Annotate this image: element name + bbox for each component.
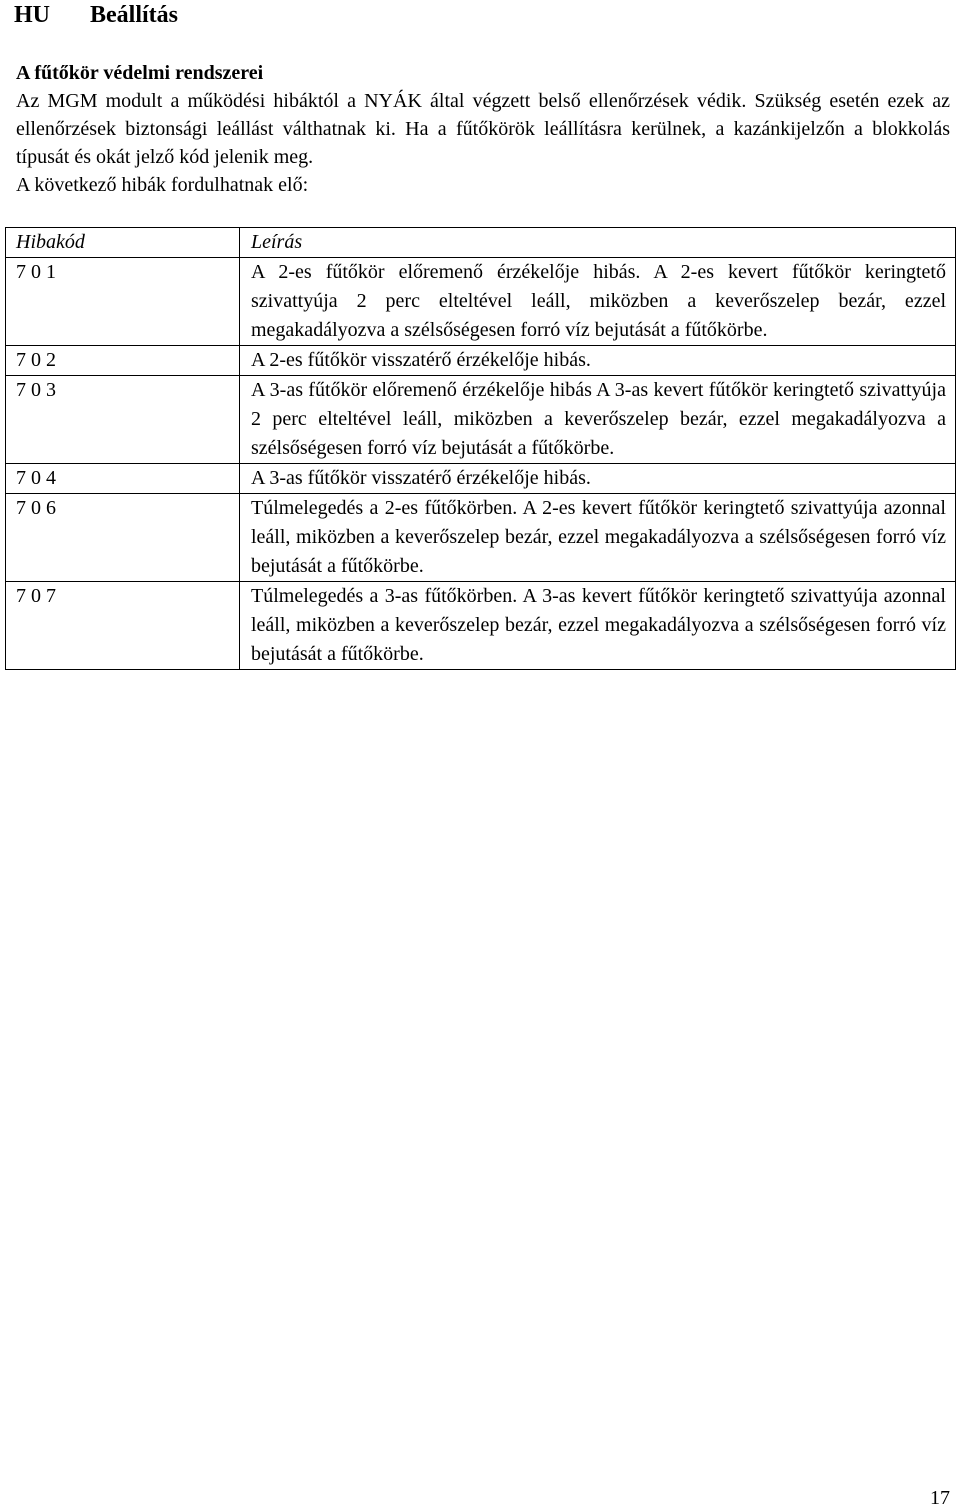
fault-code: 7 0 3 [6,376,240,464]
fault-description: Túlmelegedés a 2-es fűtőkörben. A 2-es kevert fűtőkör keringtető szivattyúja azonnal leáll, miközben a keverőszelep bezár, ezzel megakadályozva a szélsőségesen forró víz bejutását a fűtőkörbe. [240,494,956,582]
fault-description: Túlmelegedés a 3-as fűtőkörben. A 3-as kevert fűtőkör keringtető szivattyúja azonnal leáll, miközben a keverőszelep bezár, ezzel megakadályozva a szélsőségesen forró víz bejutását a fűtőkörbe. [240,582,956,670]
column-header-code: Hibakód [6,228,240,258]
table-row [6,258,956,346]
fault-code: 7 0 4 [6,464,240,494]
fault-code: 7 0 7 [6,582,240,670]
page-title: Beállítás [90,2,178,28]
intro-paragraph: Az MGM modult a működési hibáktól a NYÁK által végzett belső ellenőrzések védik. Szükség esetén ezek az ellenőrzések biztonsági leállást válthatnak ki. Ha a fűtőkörök leállításra kerülnek, a kazánkijelzőn a blokkolás típusát és okát jelző kód jelenik meg. [16,90,950,168]
fault-code: 7 0 1 [6,258,240,346]
section-heading: A fűtőkör védelmi rendszerei [16,62,264,84]
table-row [6,346,956,376]
intro-lead-in: A következő hibák fordulhatnak elő: [16,174,309,196]
table-row [6,464,956,494]
fault-description: A 3-as fűtőkör előremenő érzékelője hibás A 3-as kevert fűtőkör keringtető szivattyúja 2 perc elteltével leáll, miközben a keverőszelep bezár, ezzel megakadályozva a szélsőségesen forró víz bejutását a fűtőkörbe. [240,376,956,464]
page-header [14,0,178,30]
table-header-row [6,228,956,258]
page-number: 17 [930,1487,950,1509]
fault-description: A 3-as fűtőkör visszatérő érzékelője hibás. [240,464,956,494]
intro-text [16,87,950,199]
fault-code: 7 0 2 [6,346,240,376]
table-row [6,376,956,464]
language-code: HU [14,2,50,28]
column-header-description: Leírás [240,228,956,258]
fault-code: 7 0 6 [6,494,240,582]
fault-code-table [5,227,956,670]
table-row [6,582,956,670]
table-row [6,494,956,582]
fault-description: A 2-es fűtőkör előremenő érzékelője hibás. A 2-es kevert fűtőkör keringtető szivattyúja 2 perc elteltével leáll, miközben a keverőszelep bezár, ezzel megakadályozva a szélsőségesen forró víz bejutását a fűtőkörbe. [240,258,956,346]
fault-description: A 2-es fűtőkör visszatérő érzékelője hibás. [240,346,956,376]
